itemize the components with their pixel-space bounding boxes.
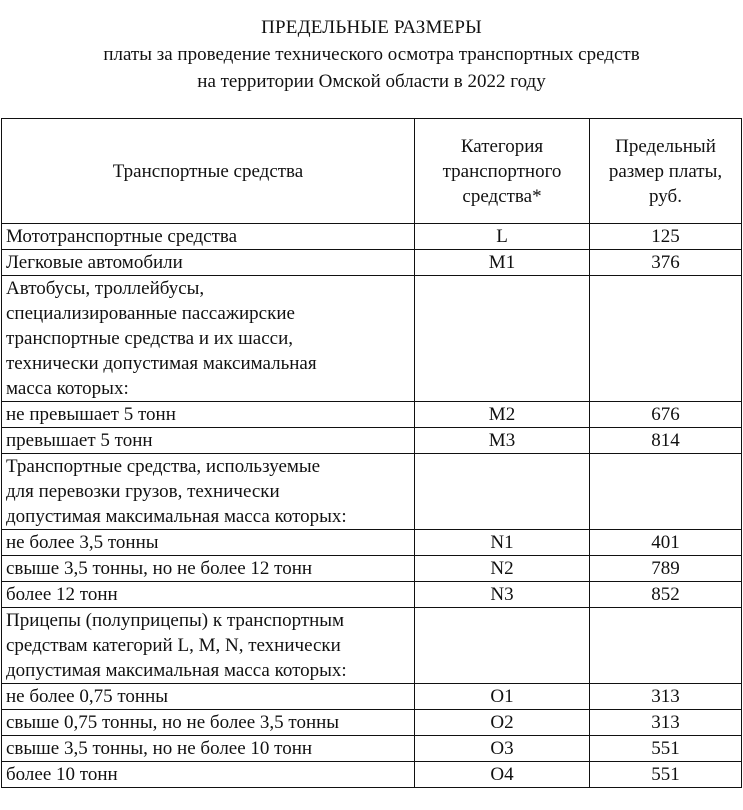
table-row [2,684,742,710]
table-group-row [2,608,742,684]
fee-cell: 551 [590,736,742,762]
table-row [2,530,742,556]
fee-cell: 852 [590,582,742,608]
vehicle-name-cell: свыше 0,75 тонны, но не более 3,5 тонны [2,710,415,736]
table-group-row [2,454,742,530]
table-row [2,224,742,250]
fee-cell [590,276,742,402]
table-row [2,762,742,788]
table-group-row [2,276,742,402]
table-row [2,710,742,736]
vehicle-name-cell: более 12 тонн [2,582,415,608]
header-row [2,119,742,224]
vehicle-name-cell: свыше 3,5 тонны, но не более 10 тонн [2,736,415,762]
fees-table [1,118,742,788]
group-heading-cell: Автобусы, троллейбусы, специализированные пассажирские транспортные средства и их шасси, технически допустимая максимальная масса которых: [2,276,415,402]
category-cell: O2 [415,710,590,736]
table-row [2,582,742,608]
fee-cell [590,608,742,684]
fees-table-body [2,224,742,788]
category-cell: M3 [415,428,590,454]
category-cell: O4 [415,762,590,788]
category-cell: M2 [415,402,590,428]
category-cell: O1 [415,684,590,710]
table-row [2,428,742,454]
category-cell [415,276,590,402]
fees-table-header [2,119,742,224]
document-subtitle-line-2: на территории Омской области в 2022 году [197,71,546,92]
column-header-vehicles: Транспортные средства [2,119,415,224]
vehicle-name-cell: более 10 тонн [2,762,415,788]
fee-cell: 676 [590,402,742,428]
fee-cell: 814 [590,428,742,454]
table-row [2,556,742,582]
table-row [2,250,742,276]
fee-cell: 313 [590,684,742,710]
vehicle-name-cell: не более 0,75 тонны [2,684,415,710]
fee-cell: 551 [590,762,742,788]
group-heading-cell: Транспортные средства, используемые для перевозки грузов, технически допустимая максимальная масса которых: [2,454,415,530]
category-cell: N3 [415,582,590,608]
table-row [2,402,742,428]
fee-cell: 789 [590,556,742,582]
category-cell: L [415,224,590,250]
table-row [2,736,742,762]
fee-cell: 313 [590,710,742,736]
vehicle-name-cell: не превышает 5 тонн [2,402,415,428]
column-header-category: Категория транспортного средства* [415,119,590,224]
fee-cell: 376 [590,250,742,276]
fee-cell: 401 [590,530,742,556]
vehicle-name-cell: свыше 3,5 тонны, но не более 12 тонн [2,556,415,582]
vehicle-name-cell: превышает 5 тонн [2,428,415,454]
group-heading-cell: Прицепы (полуприцепы) к транспортным средствам категорий L, M, N, технически допустимая максимальная масса которых: [2,608,415,684]
category-cell: O3 [415,736,590,762]
fee-cell: 125 [590,224,742,250]
document-title: ПРЕДЕЛЬНЫЕ РАЗМЕРЫ [261,17,482,38]
category-cell: N2 [415,556,590,582]
document-subtitle-line-1: платы за проведение технического осмотра транспортных средств [103,44,640,65]
vehicle-name-cell: Мототранспортные средства [2,224,415,250]
document-header [0,14,743,95]
fee-cell [590,454,742,530]
vehicle-name-cell: Легковые автомобили [2,250,415,276]
vehicle-name-cell: не более 3,5 тонны [2,530,415,556]
column-header-fee: Предельный размер платы, руб. [590,119,742,224]
category-cell: M1 [415,250,590,276]
category-cell [415,454,590,530]
category-cell: N1 [415,530,590,556]
category-cell [415,608,590,684]
